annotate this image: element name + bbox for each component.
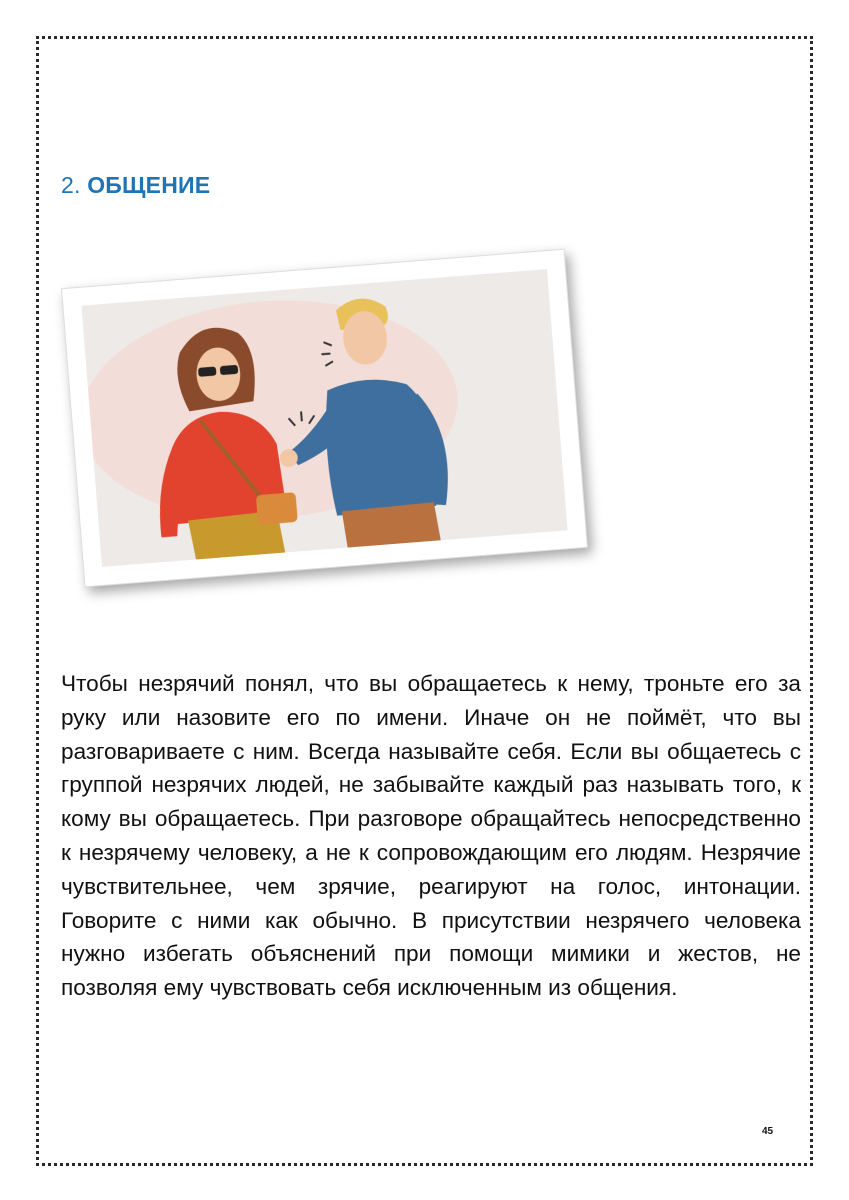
section-number: 2. [61, 172, 81, 198]
section-title: ОБЩЕНИЕ [87, 172, 211, 198]
section-heading [61, 172, 210, 199]
page-number: 45 [762, 1126, 774, 1137]
photo-frame [61, 249, 588, 588]
illustration-drawing [81, 269, 567, 567]
body-paragraph: Чтобы незрячий понял, что вы обращаетесь к нему, троньте его за руку или назовите его по имени. Иначе он не поймёт, что вы разговариваете с ним. Всегда называйте себя. Если вы общаетесь с группой незрячих людей, не забывайте каждый раз называть того, к кому вы обращаетесь. При разговоре обращайтесь непосредственно к незрячему человеку, а не к сопровождающим его людям. Незрячие чувствительнее, чем зрячие, реагируют на голос, интонации. Говорите с ними как обычно. В присутствии незрячего человека нужно избегать объяснений при помощи мимики и жестов, не позволяя ему чувствовать себя исключенным из общения. [61, 671, 801, 1001]
illustration-photo [61, 249, 588, 588]
